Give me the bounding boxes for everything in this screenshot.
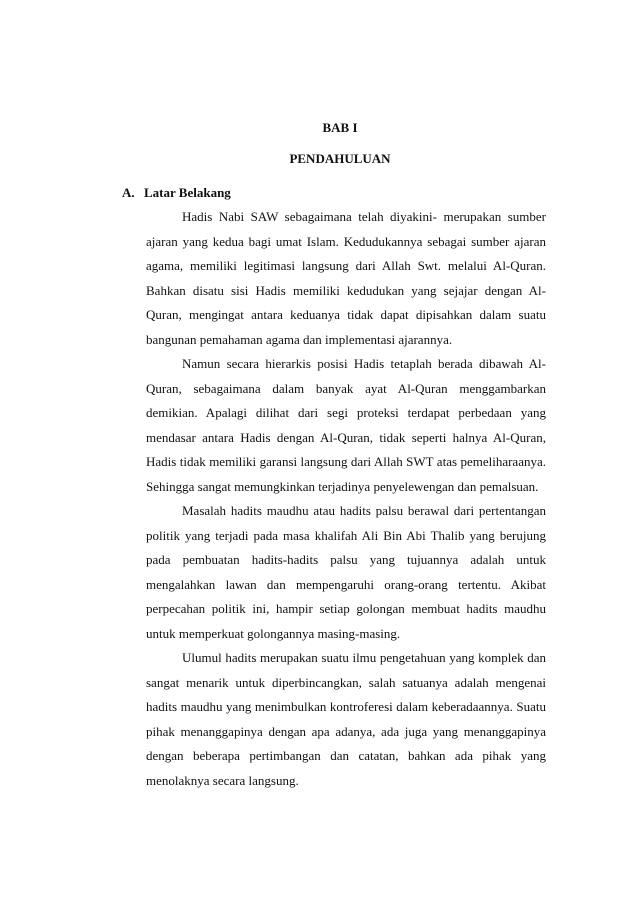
body-text (146, 205, 546, 793)
chapter-number: BAB I (322, 120, 358, 135)
section-title: Latar Belakang (144, 185, 231, 200)
chapter-title: PENDAHULUAN (289, 151, 391, 166)
paragraph-2: Namun secara hierarkis posisi Hadis tetaplah berada dibawah Al-Quran, sebagaimana dalam banyak ayat Al-Quran menggambarkan demikian. Apalagi dilihat dari segi proteksi terdapat perbedaan yang mendasar antara Hadis dengan Al-Quran, tidak seperti halnya Al-Quran, Hadis tidak memiliki garansi langsung dari Allah SWT atas pemeliharaanya. Sehingga sangat memungkinkan terjadinya penyelewengan dan pemalsuan. (146, 356, 546, 494)
paragraph-3: Masalah hadits maudhu atau hadits palsu berawal dari pertentangan politik yang terjadi pada masa khalifah Ali Bin Abi Thalib yang berujung pada pembuatan hadits-hadits palsu yang tujuannya adalah untuk mengalahkan lawan dan mempengaruhi orang-orang tertentu. Akibat perpecahan politik ini, hampir setiap golongan membuat hadits maudhu untuk memperkuat golongannya masing-masing. (146, 503, 546, 641)
section-heading (122, 185, 231, 201)
section-marker: A. (122, 185, 135, 200)
paragraph-1: Hadis Nabi SAW sebagaimana telah diyakini- merupakan sumber ajaran yang kedua bagi umat Islam. Kedudukannya sebagai sumber ajaran agama, memiliki legitimasi langsung dari Allah Swt. melalui Al-Quran. Bahkan disatu sisi Hadis memiliki kedudukan yang sejajar dengan Al-Quran, mengingat antara keduanya tidak dapat dipisahkan dalam suatu bangunan pemahaman agama dan implementasi ajarannya. (146, 209, 546, 347)
paragraph-4: Ulumul hadits merupakan suatu ilmu pengetahuan yang komplek dan sangat menarik untuk diperbincangkan, salah satuanya adalah mengenai hadits maudhu yang menimbulkan kontroferesi dalam keberadaannya. Suatu pihak menanggapinya dengan apa adanya, ada juga yang menanggapinya dengan beberapa pertimbangan dan catatan, bahkan ada pihak yang menolaknya secara langsung. (146, 650, 546, 788)
